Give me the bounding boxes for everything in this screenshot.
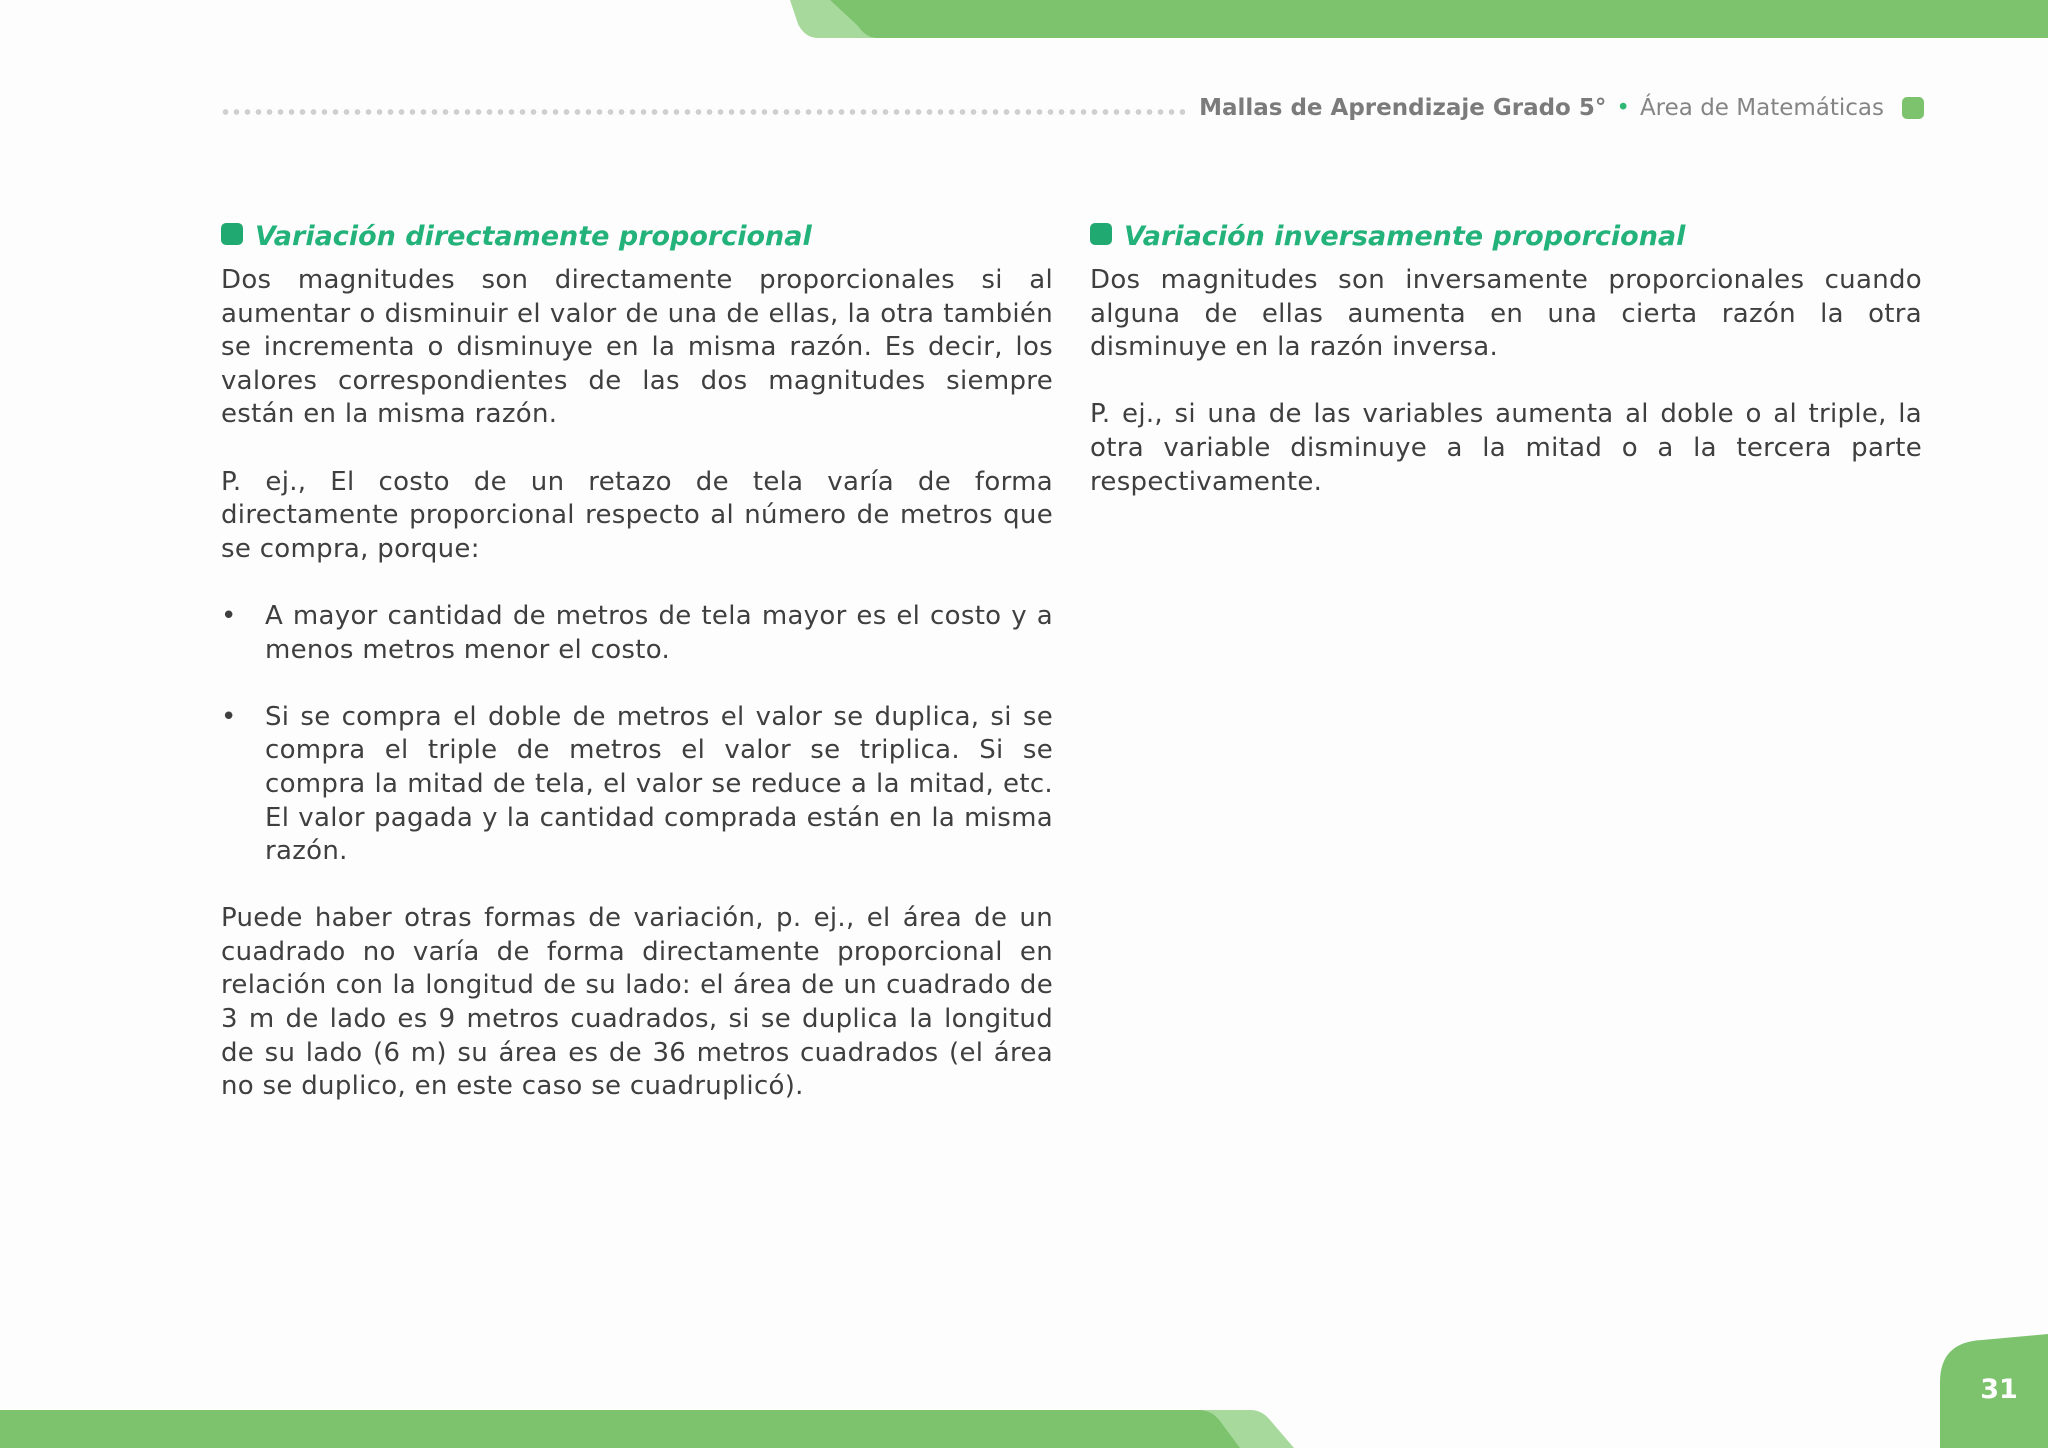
bullet-icon: • xyxy=(221,600,237,631)
dotted-rule xyxy=(220,108,1185,116)
list-item-text: A mayor cantidad de metros de tela mayor es el costo y a menos metros menor el costo. xyxy=(265,600,1053,665)
heading-text: Variación directamente proporcional xyxy=(255,220,812,252)
list-item-text: Si se compra el doble de metros el valor se duplica, si se compra el triple de metros el valor se triplica. Si se compra la mitad de tela, el valor se reduce a la mitad, etc. El valor pagada y la cantidad comprada están en la misma razón. xyxy=(265,701,1053,867)
bullet-icon: • xyxy=(221,701,237,732)
heading-square-icon xyxy=(1090,223,1112,245)
page-number: 31 xyxy=(1980,1374,2018,1405)
bullet-list xyxy=(221,600,1053,869)
top-band xyxy=(830,0,2048,38)
list-item xyxy=(221,600,1053,667)
heading-text: Variación inversamente proporcional xyxy=(1124,220,1686,252)
paragraph: P. ej., si una de las variables aumenta al doble o al triple, la otra variable disminuye a la mitad o a la tercera parte respectivamente. xyxy=(1090,399,1922,497)
bottom-band xyxy=(0,1410,1240,1448)
section-heading-inverse xyxy=(1090,216,1922,256)
header-title: Mallas de Aprendizaje Grado 5° xyxy=(1199,95,1607,121)
paragraph: Puede haber otras formas de variación, p. ej., el área de un cuadrado no varía de forma directamente proporcional en relación con la longitud de su lado: el área de un cuadrado de 3 m de lado es 9 metros cuadrados, si se duplica la longitud de su lado (6 m) su área es de 36 metros cuadrados (el área no se duplico, en este caso se cuadruplicó). xyxy=(221,903,1053,1102)
paragraph: P. ej., El costo de un retazo de tela varía de forma directamente proporcional respecto al número de metros que se compra, porque: xyxy=(221,466,1053,564)
header-square-icon xyxy=(1902,97,1924,119)
paragraph: Dos magnitudes son directamente proporcionales si al aumentar o disminuir el valor de una de ellas, la otra también se incrementa o disminuye en la misma razón. Es decir, los valores correspondientes de las dos magnitudes siempre están en la misma razón. xyxy=(221,265,1053,430)
left-column xyxy=(221,216,1053,1137)
section-heading-direct xyxy=(221,216,1053,256)
paragraph: Dos magnitudes son inversamente proporcionales cuando alguna de ellas aumenta en una cierta razón la otra disminuye en la razón inversa. xyxy=(1090,265,1922,363)
list-item xyxy=(221,701,1053,869)
heading-square-icon xyxy=(221,223,243,245)
header-area: Área de Matemáticas xyxy=(1639,95,1884,121)
running-header xyxy=(220,88,1924,128)
header-separator: • xyxy=(1616,95,1630,121)
right-column xyxy=(1090,216,1922,533)
